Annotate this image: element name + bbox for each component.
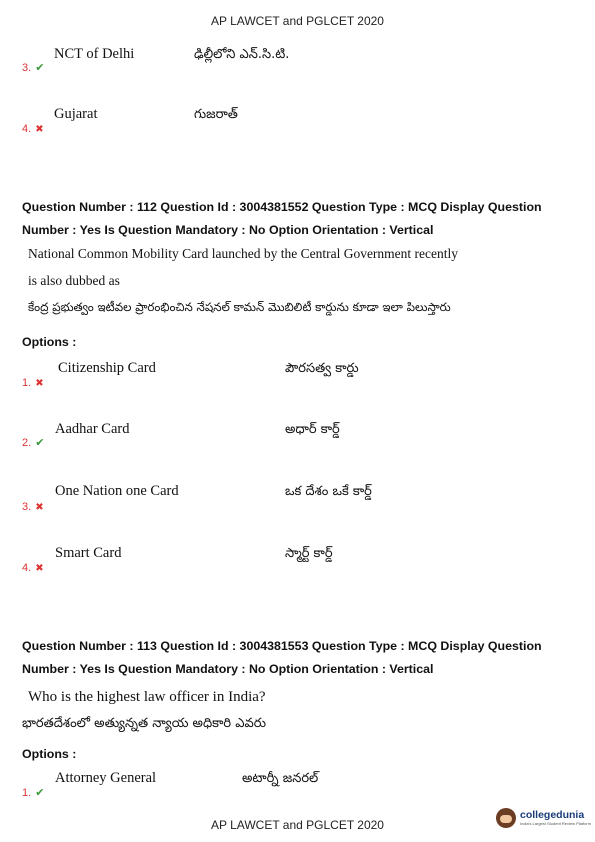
- correct-check-icon: ✔: [35, 787, 45, 799]
- mascot-icon: [496, 808, 516, 828]
- option-english-text: Attorney General: [55, 770, 157, 786]
- option-number: 3. ✖: [22, 501, 44, 513]
- page-footer: AP LAWCET and PGLCET 2020: [211, 818, 384, 832]
- option-number: 2. ✔: [22, 437, 45, 449]
- question-english-text: National Common Mobility Card launched by the Central Government recently: [28, 246, 459, 261]
- option-number: 4. ✖: [22, 123, 44, 135]
- option-telugu-text: గుజరాత్: [194, 107, 238, 122]
- correct-check-icon: ✔: [35, 437, 45, 449]
- option-english-text: Aadhar Card: [55, 421, 130, 437]
- option-telugu-text: ఒక దేశం ఒకే కార్డ్: [285, 484, 372, 499]
- option-number: 4. ✖: [22, 562, 44, 574]
- wrong-cross-icon: ✖: [35, 563, 44, 574]
- option-english-text: NCT of Delhi: [54, 46, 135, 62]
- question-telugu-text: కేంద్ర ప్రభుత్వం ఇటీవల ప్రారంభించిన నేషనల్ కామన్ మొబిలిటీ కార్డును కూడా ఇలా పిలుస్తారు: [28, 300, 451, 314]
- option-english-text: Gujarat: [54, 106, 98, 122]
- option-number: 1. ✖: [22, 377, 44, 389]
- option-english-text: Smart Card: [55, 545, 122, 561]
- option-number: 1. ✔: [22, 787, 45, 799]
- collegedunia-logo: [496, 803, 592, 833]
- logo-name: collegedunia: [520, 808, 585, 821]
- question-meta-line: Number : Yes Is Question Mandatory : No Option Orientation : Vertical: [22, 223, 434, 237]
- option-telugu-text: ఢిల్లీలోని ఎన్.సి.టి.: [194, 47, 290, 62]
- question-meta-line: Question Number : 113 Question Id : 3004381553 Question Type : MCQ Display Question: [22, 639, 542, 653]
- options-label: Options :: [22, 747, 77, 761]
- correct-check-icon: ✔: [35, 62, 45, 74]
- wrong-cross-icon: ✖: [35, 378, 44, 389]
- option-telugu-text: అటార్నీ జనరల్: [242, 771, 319, 786]
- option-telugu-text: స్మార్ట్ కార్డ్: [285, 546, 333, 561]
- option-number: 3. ✔: [22, 62, 45, 74]
- option-telugu-text: అధార్ కార్డ్: [285, 422, 340, 437]
- question-meta-line: Number : Yes Is Question Mandatory : No Option Orientation : Vertical: [22, 662, 434, 676]
- option-telugu-text: పౌరసత్వ కార్డు: [285, 361, 359, 376]
- option-english-text: Citizenship Card: [58, 360, 156, 376]
- logo-tagline: India's Largest Student Review Platform: [520, 821, 592, 827]
- question-english-text: is also dubbed as: [28, 273, 120, 288]
- wrong-cross-icon: ✖: [35, 124, 44, 135]
- question-english-text: Who is the highest law officer in India?: [28, 689, 266, 705]
- question-meta-line: Question Number : 112 Question Id : 3004381552 Question Type : MCQ Display Question: [22, 200, 542, 214]
- options-label: Options :: [22, 335, 77, 349]
- question-telugu-text: భారతదేశంలో అత్యున్నత న్యాయ అధికారి ఎవరు: [22, 716, 266, 731]
- wrong-cross-icon: ✖: [35, 502, 44, 513]
- option-english-text: One Nation one Card: [55, 483, 179, 499]
- page-header: AP LAWCET and PGLCET 2020: [211, 14, 384, 28]
